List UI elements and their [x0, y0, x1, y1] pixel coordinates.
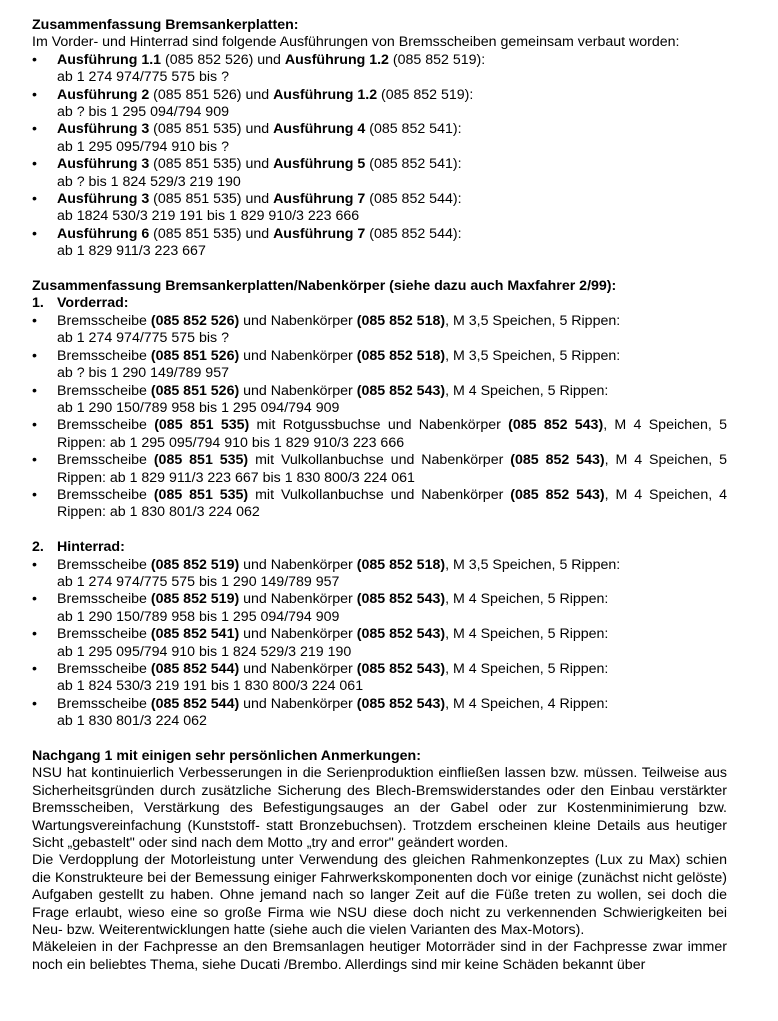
subsection-heading-hinterrad [32, 539, 727, 556]
part-number-text: (085 851 535) und [149, 121, 274, 138]
disc-part-number: (085 851 535) [154, 417, 250, 434]
disc-part-number: (085 852 519) [150, 591, 240, 608]
subsection-title: Vorderrad: [57, 295, 129, 312]
serial-range: ab 1824 530/3 219 191 bis 1 829 910/3 223 666 [57, 208, 360, 225]
item-text: Bremsscheibe [57, 312, 151, 329]
hinterrad-list [32, 557, 727, 731]
serial-range: Rippen: ab 1 295 095/794 910 bis 1 829 910/3 223 666 [57, 434, 405, 451]
item-text: mit Rotgussbuchse und Nabenkörper [249, 417, 509, 434]
serial-range: ab 1 274 974/775 575 bis ? [57, 69, 229, 86]
list-item [32, 226, 727, 261]
item-line [57, 591, 727, 608]
variant-label: Ausführung 3 [57, 191, 150, 208]
serial-range: ab ? bis 1 290 149/789 957 [57, 365, 229, 382]
item-text: und Nabenkörper [239, 695, 357, 712]
part-number-text: (085 851 526) und [149, 86, 274, 103]
item-text: , M 3,5 Speichen, 5 Rippen: [445, 347, 621, 364]
item-text: und Nabenkörper [239, 626, 357, 643]
paragraph: NSU hat kontinuierlich Verbesserungen in die Serienproduktion einfließen lassen bzw. müssen. Teilweise aus Sicherheitsgründen durch zusätzliche Sicherung des Blech-Bremswiderstandes oder den Einbau verstärkter Bremsscheiben, Verstärkung des Befestigungsauges an der Gabel oder zur Kostenminimierung bzw. Wartungsvereinfachung (Kunststoff- statt Bronzebuchsen). Trotzdem erscheinen kleine Details aus heutiger Sicht „gebastelt" oder sind nach dem Motto „try and error" geändert worden. [32, 765, 727, 852]
subsection-title: Hinterrad: [57, 539, 125, 556]
part-number-text: (085 851 535) und [149, 225, 274, 242]
disc-part-number: (085 851 526) [150, 382, 240, 399]
item-line [57, 313, 727, 330]
hub-part-number: (085 852 543) [510, 452, 605, 469]
list-item [32, 156, 727, 191]
hub-part-number: (085 852 518) [356, 312, 446, 329]
part-number-text: (085 852 541): [365, 156, 462, 173]
item-text: , M 4 Speichen, 5 Rippen: [445, 661, 609, 677]
item-line [57, 52, 727, 69]
serial-range: ab 1 830 801/3 224 062 [57, 713, 207, 730]
serial-range: ab ? bis 1 824 529/3 219 190 [57, 173, 241, 190]
item-text: und Nabenkörper [239, 556, 357, 573]
item-line [57, 452, 727, 469]
item-text: , M 4 Speichen, 4 [604, 486, 727, 503]
hub-part-number: (085 852 543) [356, 382, 446, 399]
item-text: , M 4 Speichen, 4 Rippen: [445, 695, 609, 712]
item-text: , M 4 Speichen, 5 Rippen: [445, 382, 609, 399]
item-line [57, 417, 727, 434]
item-text: Bremsscheibe [57, 591, 151, 608]
item-text: mit Vulkollanbuchse und Nabenkörper [248, 452, 511, 469]
hub-part-number: (085 852 543) [356, 626, 446, 643]
serial-range: Rippen: ab 1 830 801/3 224 062 [57, 504, 260, 521]
vorderrad-list [32, 313, 727, 522]
list-item [32, 87, 727, 122]
item-text: , M 4 Speichen, 5 [603, 417, 727, 434]
variant-label: Ausführung 1.2 [284, 51, 389, 68]
item-text: Bremsscheibe [57, 417, 155, 434]
part-number-text: (085 852 526) und [161, 51, 285, 68]
item-line [57, 487, 727, 504]
list-item [32, 661, 727, 696]
list-item [32, 417, 727, 452]
list-item [32, 383, 727, 418]
disc-part-number: (085 851 526) [150, 347, 240, 364]
item-text: Bremsscheibe [57, 626, 151, 643]
variant-label: Ausführung 3 [57, 156, 150, 173]
disc-part-number: (085 851 535) [153, 452, 249, 469]
serial-range: ab 1 295 095/794 910 bis 1 824 529/3 219 190 [57, 643, 352, 660]
serial-range: ab 1 295 095/794 910 bis ? [57, 138, 229, 155]
variant-label: Ausführung 1.2 [273, 86, 378, 103]
subsection-number: 2. [32, 539, 44, 556]
item-line [57, 626, 727, 643]
item-line [57, 156, 727, 173]
item-line [57, 87, 727, 104]
hub-part-number: (085 852 543) [356, 661, 446, 677]
item-text: Bremsscheibe [57, 695, 151, 712]
part-number-text: (085 852 544): [365, 191, 462, 208]
part-number-text: (085 852 544): [365, 225, 462, 242]
ausfuehrung-list [32, 52, 727, 261]
item-text: , M 4 Speichen, 5 Rippen: [445, 626, 609, 643]
subsection-heading-vorderrad [32, 295, 727, 312]
item-text: und Nabenkörper [239, 661, 357, 677]
item-line [57, 348, 727, 365]
item-text: Bremsscheibe [57, 661, 151, 677]
hub-part-number: (085 852 543) [356, 695, 446, 712]
variant-label: Ausführung 7 [273, 225, 366, 242]
list-item [32, 591, 727, 626]
variant-label: Ausführung 1.1 [57, 51, 162, 68]
item-text: , M 4 Speichen, 5 Rippen: [445, 591, 609, 608]
part-number-text: (085 851 535) und [149, 156, 274, 173]
item-text: Bremsscheibe [57, 347, 151, 364]
item-text: mit Vulkollanbuchse und Nabenkörper [248, 486, 511, 503]
item-text: und Nabenkörper [239, 347, 357, 364]
list-item [32, 348, 727, 383]
item-line [57, 383, 727, 400]
serial-range: ab 1 824 530/3 219 191 bis 1 830 800/3 224 061 [57, 678, 364, 695]
serial-range: ab 1 274 974/775 575 bis 1 290 149/789 957 [57, 573, 340, 590]
part-number-text: (085 852 541): [365, 121, 462, 138]
document-page [32, 17, 727, 974]
item-text: und Nabenkörper [239, 591, 357, 608]
list-item [32, 121, 727, 156]
variant-label: Ausführung 3 [57, 121, 150, 138]
subsection-number: 1. [32, 295, 44, 312]
disc-part-number: (085 852 541) [150, 626, 240, 643]
item-text: und Nabenkörper [239, 382, 357, 399]
item-text: und Nabenkörper [239, 312, 357, 329]
variant-label: Ausführung 7 [273, 191, 366, 208]
serial-range: Rippen: ab 1 829 911/3 223 667 bis 1 830 800/3 224 061 [57, 469, 415, 486]
hub-part-number: (085 852 518) [356, 556, 446, 573]
item-line [57, 191, 727, 208]
item-text: Bremsscheibe [57, 452, 154, 469]
hub-part-number: (085 852 543) [356, 591, 446, 608]
disc-part-number: (085 852 526) [150, 312, 240, 329]
part-number-text: (085 852 519): [388, 51, 486, 68]
item-line [57, 696, 727, 713]
hub-part-number: (085 852 543) [508, 417, 604, 434]
list-item [32, 557, 727, 592]
variant-label: Ausführung 4 [273, 121, 366, 138]
disc-part-number: (085 851 535) [153, 486, 249, 503]
item-text: Bremsscheibe [57, 556, 151, 573]
section-intro: Im Vorder- und Hinterrad sind folgende Ausführungen von Bremsscheiben gemeinsam verbaut worden: [32, 34, 680, 51]
disc-part-number: (085 852 519) [150, 556, 240, 573]
disc-part-number: (085 852 544) [150, 695, 240, 712]
hub-part-number: (085 852 518) [356, 347, 446, 364]
section-heading-nabenkoerper: Zusammenfassung Bremsankerplatten/Nabenkörper (siehe dazu auch Maxfahrer 2/99): [32, 278, 617, 295]
list-item [32, 487, 727, 522]
serial-range: ab 1 829 911/3 223 667 [57, 243, 206, 260]
item-text: , M 4 Speichen, 5 [604, 452, 727, 469]
variant-label: Ausführung 2 [57, 86, 150, 103]
section-heading-bremsankerplatten: Zusammenfassung Bremsankerplatten: [32, 17, 299, 33]
item-line [57, 121, 727, 138]
item-line [57, 557, 727, 574]
list-item [32, 626, 727, 661]
paragraph: Mäkeleien in der Fachpresse an den Bremsanlagen heutiger Motorräder sind in der Fachpresse zwar immer noch ein beliebtes Thema, siehe Ducati /Brembo. Allerdings sind mir keine Schäden bekannt über [32, 939, 727, 973]
list-item [32, 52, 727, 87]
serial-range: ab ? bis 1 295 094/794 909 [57, 104, 229, 121]
serial-range: ab 1 290 150/789 958 bis 1 295 094/794 909 [57, 399, 340, 416]
serial-range: ab 1 274 974/775 575 bis ? [57, 330, 229, 347]
item-line [57, 226, 727, 243]
serial-range: ab 1 290 150/789 958 bis 1 295 094/794 909 [57, 608, 340, 625]
paragraph: Die Verdopplung der Motorleistung unter Verwendung des gleichen Rahmenkonzeptes (Lux zu Max) schien die Konstrukteure bei der Bemessung einiger Fahrwerkskomponenten doch vor einige (zunächst nicht gelöste) Aufgaben gestellt zu haben. Ohne jemand nach so langer Zeit auf die Füße treten zu wollen, sei doch die Frage erlaubt, wieso eine so große Firma wie NSU diese doch nicht zu verkennenden Schwierigkeiten bei Neu- bzw. Weiterentwicklungen hatte (siehe auch die vielen Varianten des Max-Motors). [32, 852, 727, 939]
section-heading-nachgang: Nachgang 1 mit einigen sehr persönlichen Anmerkungen: [32, 748, 421, 765]
list-item [32, 313, 727, 348]
item-text: , M 3,5 Speichen, 5 Rippen: [445, 556, 621, 573]
disc-part-number: (085 852 544) [150, 661, 240, 677]
list-item [32, 452, 727, 487]
item-line [57, 661, 727, 678]
item-text: Bremsscheibe [57, 382, 151, 399]
part-number-text: (085 851 535) und [149, 191, 274, 208]
list-item [32, 696, 727, 731]
item-text: , M 3,5 Speichen, 5 Rippen: [445, 312, 621, 329]
variant-label: Ausführung 5 [273, 156, 366, 173]
variant-label: Ausführung 6 [57, 225, 150, 242]
part-number-text: (085 852 519): [377, 86, 474, 103]
item-text: Bremsscheibe [57, 486, 154, 503]
list-item [32, 191, 727, 226]
hub-part-number: (085 852 543) [510, 486, 605, 503]
